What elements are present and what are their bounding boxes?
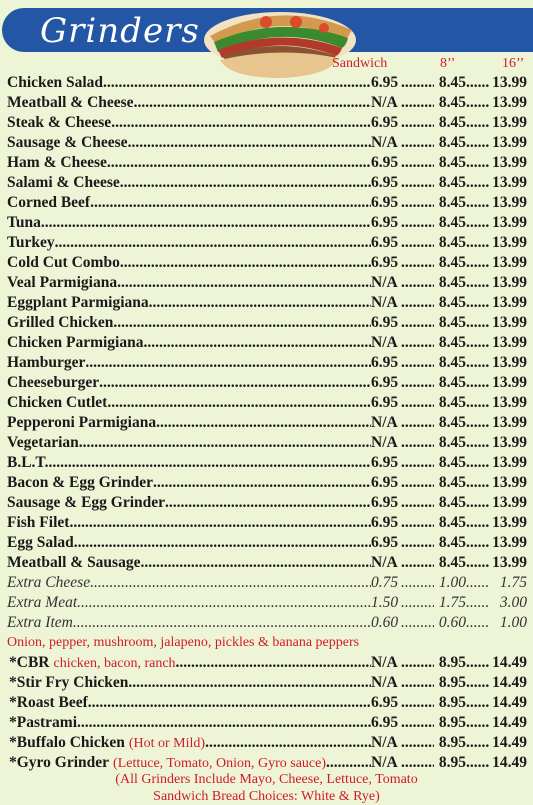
dot-leader	[85, 353, 371, 373]
dot-leader	[401, 433, 434, 453]
price-16in: 13.99	[492, 374, 527, 391]
dot-leader	[466, 553, 489, 573]
dot-leader	[401, 693, 434, 713]
dot-leader	[49, 453, 372, 473]
price-sandwich: N/A	[371, 414, 398, 431]
menu-list	[7, 73, 527, 773]
price-16in: 14.49	[492, 734, 527, 751]
dot-leader	[99, 373, 371, 393]
menu-item	[7, 573, 527, 593]
price-sandwich: 6.95	[371, 394, 399, 411]
page-title: Grinders	[40, 11, 200, 51]
dot-leader	[466, 133, 489, 153]
dot-leader	[156, 413, 371, 433]
price-16in: 13.99	[492, 494, 527, 511]
menu-item	[7, 713, 527, 733]
dot-leader	[74, 533, 371, 553]
item-name: *Pastrami	[9, 714, 78, 731]
dot-leader	[466, 433, 489, 453]
dot-leader	[466, 73, 489, 93]
price-16in: 3.00	[499, 594, 527, 611]
price-16in: 14.49	[492, 654, 527, 671]
price-16in: 13.99	[492, 554, 527, 571]
dot-leader	[401, 753, 434, 773]
dot-leader	[466, 613, 489, 633]
dot-leader	[79, 433, 371, 453]
price-8in: 8.45	[438, 394, 466, 411]
dot-leader	[401, 593, 434, 613]
menu-item	[7, 153, 527, 173]
price-sandwich: 6.95	[371, 214, 399, 231]
dot-leader	[466, 273, 489, 293]
price-16in: 14.49	[492, 694, 527, 711]
dot-leader	[401, 133, 434, 153]
menu-item	[7, 593, 527, 613]
price-16in: 13.99	[492, 134, 527, 151]
price-sandwich: 1.50	[371, 594, 399, 611]
item-name: Chicken Salad	[7, 74, 104, 91]
dot-leader	[401, 453, 434, 473]
price-8in: 8.45	[438, 134, 466, 151]
menu-item	[7, 733, 527, 753]
price-8in: 8.45	[438, 494, 466, 511]
price-8in: 8.45	[438, 234, 466, 251]
dot-leader	[401, 553, 434, 573]
column-header-8in: 8’’	[440, 56, 456, 71]
item-name: *CBR	[9, 654, 50, 671]
dot-leader	[466, 353, 489, 373]
price-16in: 13.99	[492, 314, 527, 331]
dot-leader	[77, 593, 371, 613]
item-name: Hamburger	[7, 354, 86, 371]
dot-leader	[111, 113, 371, 133]
menu-item	[7, 113, 527, 133]
price-8in: 8.45	[438, 314, 466, 331]
dot-leader	[113, 313, 371, 333]
dot-leader	[401, 493, 434, 513]
price-16in: 1.00	[499, 614, 527, 631]
dot-leader	[401, 653, 434, 673]
price-8in: 1.75	[438, 594, 466, 611]
item-name: Salami & Cheese	[7, 174, 120, 191]
price-sandwich: 6.95	[371, 114, 399, 131]
price-sandwich: 6.95	[371, 354, 399, 371]
dot-leader	[401, 193, 434, 213]
item-note: (Lettuce, Tomato, Onion, Gyro sauce)	[113, 756, 327, 771]
dot-leader	[401, 213, 434, 233]
dot-leader	[107, 153, 371, 173]
price-sandwich: N/A	[371, 754, 398, 771]
dot-leader	[401, 173, 434, 193]
dot-leader	[466, 693, 489, 713]
dot-leader	[466, 673, 489, 693]
price-8in: 1.00	[438, 574, 466, 591]
menu-item	[7, 193, 527, 213]
dot-leader	[117, 273, 371, 293]
menu-item	[7, 253, 527, 273]
price-8in: 8.45	[438, 334, 466, 351]
item-name: *Gyro Grinder	[9, 754, 110, 771]
item-name: Grilled Chicken	[7, 314, 114, 331]
price-8in: 8.45	[438, 94, 466, 111]
dot-leader	[466, 113, 489, 133]
item-name: *Buffalo Chicken	[9, 734, 125, 751]
dot-leader	[466, 493, 489, 513]
price-sandwich: 6.95	[371, 194, 399, 211]
price-8in: 8.45	[438, 294, 466, 311]
price-sandwich: 0.75	[371, 574, 399, 591]
price-8in: 8.45	[438, 254, 466, 271]
dot-leader	[90, 573, 371, 593]
item-name: Extra Meat	[7, 594, 78, 611]
item-name: B.L.T.	[7, 454, 49, 471]
price-sandwich: N/A	[371, 94, 398, 111]
price-8in: 8.95	[438, 754, 466, 771]
footer-line-2: Sandwich Bread Choices: White & Rye)	[153, 789, 380, 804]
dot-leader	[466, 393, 489, 413]
dot-leader	[401, 613, 434, 633]
footer-line-1: (All Grinders Include Mayo, Cheese, Lettuce, Tomato	[115, 772, 418, 787]
price-8in: 8.95	[438, 654, 466, 671]
price-sandwich: N/A	[371, 294, 398, 311]
price-16in: 13.99	[492, 154, 527, 171]
dot-leader	[466, 653, 489, 673]
menu-item	[7, 333, 527, 353]
dot-leader	[401, 713, 434, 733]
dot-leader	[120, 253, 371, 273]
price-8in: 8.45	[438, 514, 466, 531]
item-name: Extra Item	[7, 614, 73, 631]
price-sandwich: 6.95	[371, 474, 399, 491]
item-name: Chicken Cutlet	[7, 394, 108, 411]
item-name: Veal Parmigiana	[7, 274, 118, 291]
price-16in: 13.99	[492, 434, 527, 451]
price-sandwich: N/A	[371, 734, 398, 751]
dot-leader	[128, 133, 371, 153]
dot-leader	[401, 333, 434, 353]
dot-leader	[401, 413, 434, 433]
menu-item	[7, 353, 527, 373]
item-name: Vegetarian	[7, 434, 79, 451]
item-name: Steak & Cheese	[7, 114, 112, 131]
dot-leader	[466, 93, 489, 113]
item-name: Pepperoni Parmigiana	[7, 414, 157, 431]
menu-item	[7, 133, 527, 153]
price-16in: 13.99	[492, 174, 527, 191]
dot-leader	[77, 713, 371, 733]
dot-leader	[120, 173, 371, 193]
dot-leader	[466, 153, 489, 173]
dot-leader	[401, 233, 434, 253]
dot-leader	[466, 213, 489, 233]
price-16in: 13.99	[492, 74, 527, 91]
dot-leader	[326, 753, 371, 773]
menu-item	[7, 513, 527, 533]
price-8in: 8.45	[438, 534, 466, 551]
dot-leader	[401, 353, 434, 373]
dot-leader	[466, 733, 489, 753]
price-8in: 8.45	[438, 274, 466, 291]
dot-leader	[73, 613, 371, 633]
menu-item	[7, 73, 527, 93]
price-16in: 14.49	[492, 754, 527, 771]
dot-leader	[466, 593, 489, 613]
dot-leader	[466, 293, 489, 313]
item-name: Cheeseburger	[7, 374, 100, 391]
menu-item	[7, 753, 527, 773]
menu-item	[7, 693, 527, 713]
item-name: Turkey	[7, 234, 55, 251]
price-sandwich: 0.60	[371, 614, 399, 631]
price-16in: 13.99	[492, 474, 527, 491]
price-sandwich: 6.95	[371, 534, 399, 551]
item-name: Corned Beef	[7, 194, 91, 211]
menu-item	[7, 673, 527, 693]
dot-leader	[134, 93, 371, 113]
price-8in: 8.45	[438, 554, 466, 571]
price-16in: 13.99	[492, 414, 527, 431]
price-16in: 13.99	[492, 214, 527, 231]
toppings-note: Onion, pepper, mushroom, jalapeno, pickles & banana peppers	[7, 635, 360, 650]
price-sandwich: 6.95	[371, 254, 399, 271]
item-name: Extra Cheese	[7, 574, 91, 591]
dot-leader	[401, 673, 434, 693]
price-sandwich: 6.95	[371, 514, 399, 531]
menu-item	[7, 533, 527, 553]
menu-item	[7, 293, 527, 313]
dot-leader	[149, 293, 371, 313]
dot-leader	[401, 513, 434, 533]
dot-leader	[466, 473, 489, 493]
dot-leader	[401, 533, 434, 553]
menu-item	[7, 653, 527, 673]
price-16in: 13.99	[492, 114, 527, 131]
price-sandwich: 6.95	[371, 234, 399, 251]
price-16in: 13.99	[492, 94, 527, 111]
dot-leader	[466, 513, 489, 533]
price-sandwich: N/A	[371, 654, 398, 671]
dot-leader	[466, 173, 489, 193]
price-sandwich: 6.95	[371, 494, 399, 511]
price-8in: 8.95	[438, 734, 466, 751]
item-name: Egg Salad	[7, 534, 74, 551]
price-16in: 13.99	[492, 394, 527, 411]
item-name: Fish Filet	[7, 514, 70, 531]
price-16in: 13.99	[492, 234, 527, 251]
dot-leader	[466, 373, 489, 393]
item-name: Cold Cut Combo	[7, 254, 120, 271]
dot-leader	[466, 413, 489, 433]
price-8in: 8.45	[438, 214, 466, 231]
price-8in: 8.45	[438, 74, 466, 91]
dot-leader	[165, 493, 371, 513]
dot-leader	[140, 553, 371, 573]
dot-leader	[103, 73, 371, 93]
dot-leader	[88, 693, 371, 713]
dot-leader	[55, 233, 371, 253]
price-8in: 8.45	[438, 194, 466, 211]
price-8in: 8.45	[438, 114, 466, 131]
dot-leader	[401, 573, 434, 593]
item-name: Meatball & Sausage	[7, 554, 141, 571]
menu-item	[7, 393, 527, 413]
dot-leader	[466, 713, 489, 733]
price-8in: 8.95	[438, 674, 466, 691]
dot-leader	[205, 733, 371, 753]
dot-leader	[466, 573, 489, 593]
price-8in: 8.45	[438, 474, 466, 491]
menu-item	[7, 233, 527, 253]
item-name: Tuna	[7, 214, 41, 231]
dot-leader	[144, 333, 372, 353]
price-sandwich: 6.95	[371, 374, 399, 391]
price-16in: 13.99	[492, 454, 527, 471]
menu-item	[7, 273, 527, 293]
price-8in: 8.45	[438, 414, 466, 431]
dot-leader	[401, 113, 434, 133]
price-8in: 8.45	[438, 354, 466, 371]
menu-item	[7, 473, 527, 493]
menu-item	[7, 93, 527, 113]
item-name: Chicken Parmigiana	[7, 334, 144, 351]
menu-item	[7, 613, 527, 633]
menu-item	[7, 313, 527, 333]
menu-item	[7, 493, 527, 513]
dot-leader	[466, 193, 489, 213]
menu-item	[7, 373, 527, 393]
price-sandwich: N/A	[371, 434, 398, 451]
price-16in: 14.49	[492, 674, 527, 691]
column-header-sandwich: Sandwich	[332, 56, 388, 71]
dot-leader	[401, 253, 434, 273]
menu-item	[7, 173, 527, 193]
item-name: Meatball & Cheese	[7, 94, 134, 111]
dot-leader	[401, 313, 434, 333]
price-sandwich: 6.95	[371, 154, 399, 171]
dot-leader	[401, 473, 434, 493]
price-8in: 8.45	[438, 454, 466, 471]
item-name: *Roast Beef	[9, 694, 88, 711]
price-8in: 8.95	[438, 714, 466, 731]
dot-leader	[153, 473, 371, 493]
dot-leader	[466, 753, 489, 773]
price-16in: 13.99	[492, 194, 527, 211]
price-8in: 0.60	[438, 614, 466, 631]
dot-leader	[107, 393, 371, 413]
price-sandwich: N/A	[371, 274, 398, 291]
price-sandwich: 6.95	[371, 694, 399, 711]
menu-item	[7, 433, 527, 453]
dot-leader	[401, 293, 434, 313]
item-name: Ham & Cheese	[7, 154, 107, 171]
price-8in: 8.45	[438, 434, 466, 451]
price-sandwich: N/A	[371, 334, 398, 351]
item-name: Bacon & Egg Grinder	[7, 474, 153, 491]
price-16in: 13.99	[492, 514, 527, 531]
price-sandwich: 6.95	[371, 74, 399, 91]
price-16in: 13.99	[492, 274, 527, 291]
dot-leader	[466, 533, 489, 553]
price-sandwich: N/A	[371, 674, 398, 691]
item-name: *Stir Fry Chicken	[9, 674, 129, 691]
item-name: Sausage & Cheese	[7, 134, 128, 151]
price-sandwich: 6.95	[371, 174, 399, 191]
price-8in: 8.45	[438, 374, 466, 391]
price-16in: 13.99	[492, 294, 527, 311]
price-8in: 8.95	[438, 694, 466, 711]
dot-leader	[176, 653, 371, 673]
price-sandwich: 6.95	[371, 714, 399, 731]
price-16in: 13.99	[492, 534, 527, 551]
item-name: Sausage & Egg Grinder	[7, 494, 166, 511]
price-sandwich: N/A	[371, 554, 398, 571]
menu-item	[7, 413, 527, 433]
dot-leader	[41, 213, 371, 233]
dot-leader	[401, 273, 434, 293]
dot-leader	[401, 153, 434, 173]
dot-leader	[401, 93, 434, 113]
dot-leader	[466, 453, 489, 473]
column-header-16in: 16’’	[502, 56, 525, 71]
price-16in: 1.75	[499, 574, 527, 591]
dot-leader	[401, 373, 434, 393]
price-8in: 8.45	[438, 154, 466, 171]
price-sandwich: N/A	[371, 134, 398, 151]
menu-item	[7, 213, 527, 233]
dot-leader	[466, 313, 489, 333]
dot-leader	[90, 193, 371, 213]
price-8in: 8.45	[438, 174, 466, 191]
item-note: chicken, bacon, ranch	[53, 656, 176, 671]
menu-item	[7, 453, 527, 473]
price-16in: 14.49	[492, 714, 527, 731]
menu-item	[7, 553, 527, 573]
price-sandwich: 6.95	[371, 314, 399, 331]
price-16in: 13.99	[492, 334, 527, 351]
dot-leader	[466, 233, 489, 253]
dot-leader	[401, 73, 434, 93]
dot-leader	[128, 673, 371, 693]
price-16in: 13.99	[492, 354, 527, 371]
dot-leader	[466, 253, 489, 273]
item-name: Eggplant Parmigiana	[7, 294, 149, 311]
price-16in: 13.99	[492, 254, 527, 271]
dot-leader	[401, 393, 434, 413]
dot-leader	[466, 333, 489, 353]
item-note: (Hot or Mild)	[128, 736, 206, 751]
dot-leader	[69, 513, 371, 533]
price-sandwich: 6.95	[371, 454, 399, 471]
dot-leader	[401, 733, 434, 753]
